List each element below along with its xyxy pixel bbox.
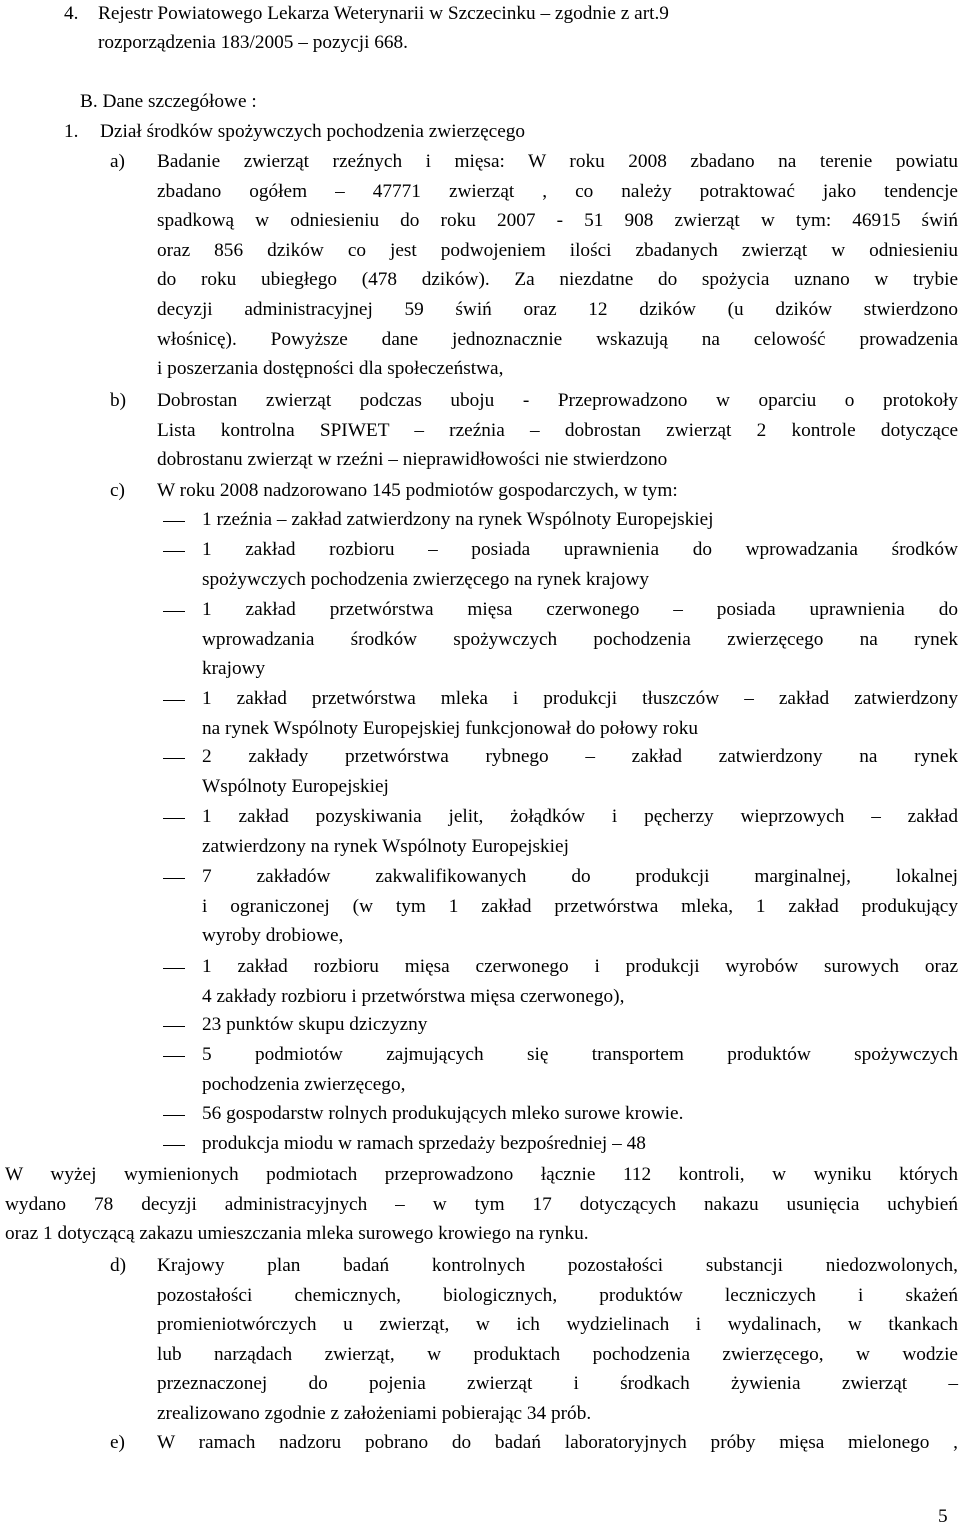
item-a-line: i poszerzania dostępności dla społeczeństwa, — [157, 358, 504, 380]
bullet-dash-icon — [163, 1145, 185, 1146]
bullet-item-line: 5 podmiotów zajmujących się transportem produktów spożywczych — [202, 1044, 958, 1065]
item-d-line: przeznaczonej do pojenia zwierząt i środkach żywienia zwierząt – — [157, 1373, 958, 1395]
item-a-line: oraz 856 dzików co jest podwojeniem ilości zbadanych zwierząt w odniesieniu — [157, 239, 958, 261]
item-1-title: Dział środków spożywczych pochodzenia zwierzęcego — [100, 121, 526, 142]
bullet-dash-icon — [163, 1115, 185, 1116]
section-b-heading: B. Dane szczegółowe : — [80, 91, 257, 112]
section-title-line: Rejestr Powiatowego Lekarza Weterynarii w Szczecinku – zgodnie z art.9 — [98, 3, 669, 24]
item-d-line: pozostałości chemicznych, biologicznych, produktów leczniczych i skażeń — [157, 1284, 958, 1306]
item-a-line: spadkową w odniesieniu do roku 2007 - 51 908 zwierząt w tym: 46915 świń — [157, 210, 958, 232]
bullet-dash-icon — [163, 611, 185, 612]
item-e-label: e) — [110, 1432, 125, 1453]
item-d-label: d) — [110, 1255, 127, 1276]
bullet-item-line: zatwierdzony na rynek Wspólnoty Europejskiej — [202, 835, 569, 857]
bullet-item-line: 1 zakład rozbioru – posiada uprawnienia do wprowadzania środków — [202, 539, 958, 560]
bullet-dash-icon — [163, 700, 185, 701]
bullet-item-line: 1 zakład przetwórstwa mięsa czerwonego – posiada uprawnienia do — [202, 599, 958, 620]
bullet-item-line: wyroby drobiowe, — [202, 925, 344, 947]
page-number: 5 — [938, 1506, 948, 1527]
bullet-item-line: wprowadzania środków spożywczych pochodzenia zwierzęcego na rynek — [202, 628, 958, 650]
bullet-item-line: 7 zakładów zakwalifikowanych do produkcji marginalnej, lokalnej — [202, 866, 958, 887]
bullet-item-line: 1 zakład pozyskiwania jelit, żołądków i pęcherzy wieprzowych – zakład — [202, 806, 958, 827]
summary-line: W wyżej wymienionych podmiotach przeprowadzono łącznie 112 kontroli, w wyniku których — [5, 1164, 958, 1185]
bullet-item-line: 56 gospodarstw rolnych produkujących mleko surowe krowie. — [202, 1103, 684, 1124]
bullet-dash-icon — [163, 521, 185, 522]
summary-line: oraz 1 dotyczącą zakazu umieszczania mleka surowego krowiego na rynku. — [5, 1223, 589, 1245]
item-a-line: zbadano ogółem – 47771 zwierząt , co należy potraktować jako tendencje — [157, 180, 958, 202]
bullet-dash-icon — [163, 968, 185, 969]
item-d-line: Krajowy plan badań kontrolnych pozostałości substancji niedozwolonych, — [157, 1255, 958, 1276]
bullet-item-line: 4 zakłady rozbioru i przetwórstwa mięsa czerwonego), — [202, 985, 625, 1007]
bullet-item-line: 1 rzeźnia – zakład zatwierdzony na rynek Wspólnoty Europejskiej — [202, 509, 714, 530]
bullet-dash-icon — [163, 1026, 185, 1027]
item-a-label: a) — [110, 151, 125, 172]
item-b-label: b) — [110, 390, 127, 411]
item-c-label: c) — [110, 480, 125, 501]
bullet-dash-icon — [163, 818, 185, 819]
bullet-item-line: krajowy — [202, 658, 266, 680]
item-a-line: do roku ubiegłego (478 dzików). Za niezdatne do spożycia uznano w trybie — [157, 269, 958, 291]
item-b-line: dobrostanu zwierząt w rzeźni – nieprawidłowości nie stwierdzono — [157, 449, 668, 471]
summary-line: wydano 78 decyzji administracyjnych – w tym 17 dotyczących nakazu usunięcia uchybień — [5, 1193, 958, 1215]
item-e-line: W ramach nadzoru pobrano do badań laboratoryjnych próby mięsa mielonego , — [157, 1432, 958, 1453]
bullet-dash-icon — [163, 878, 185, 879]
bullet-dash-icon — [163, 758, 185, 759]
bullet-item-line: 23 punktów skupu dziczyzny — [202, 1014, 428, 1035]
item-c-intro: W roku 2008 nadzorowano 145 podmiotów gospodarczych, w tym: — [157, 480, 678, 501]
section-title-line: rozporządzenia 183/2005 – pozycji 668. — [98, 32, 409, 53]
item-d-line: promieniotwórczych u zwierząt, w ich wydzielinach i wydalinach, w tkankach — [157, 1314, 958, 1336]
bullet-item-line: 1 zakład rozbioru mięsa czerwonego i produkcji wyrobów surowych oraz — [202, 956, 958, 977]
item-b-line: Dobrostan zwierząt podczas uboju - Przeprowadzono w oparciu o protokoły — [157, 390, 958, 411]
item-b-line: Lista kontrolna SPIWET – rzeźnia – dobrostan zwierząt 2 kontrole dotyczące — [157, 419, 958, 441]
item-d-line: lub narządach zwierząt, w produktach pochodzenia zwierzęcego, w wodzie — [157, 1343, 958, 1365]
bullet-item-line: na rynek Wspólnoty Europejskiej funkcjonował do połowy roku — [202, 717, 699, 739]
bullet-dash-icon — [163, 1056, 185, 1057]
bullet-item-line: Wspólnoty Europejskiej — [202, 775, 389, 797]
section-number: 4. — [64, 3, 79, 24]
item-a-line: włośnicę). Powyższe dane jednoznacznie wskazują na celowość prowadzenia — [157, 328, 958, 350]
item-d-line: zrealizowano zgodnie z założeniami pobierając 34 prób. — [157, 1403, 592, 1424]
bullet-item-line: 1 zakład przetwórstwa mleka i produkcji tłuszczów – zakład zatwierdzony — [202, 688, 958, 709]
bullet-item-line: i ograniczonej (w tym 1 zakład przetwórstwa mleka, 1 zakład produkujący — [202, 895, 958, 917]
bullet-item-line: produkcja miodu w ramach sprzedaży bezpośredniej – 48 — [202, 1133, 646, 1154]
bullet-dash-icon — [163, 551, 185, 552]
item-1-number: 1. — [64, 121, 79, 142]
item-a-line: Badanie zwierząt rzeźnych i mięsa: W roku 2008 zbadano na terenie powiatu — [157, 151, 958, 172]
bullet-item-line: spożywczych pochodzenia zwierzęcego na rynek krajowy — [202, 568, 650, 590]
bullet-item-line: pochodzenia zwierzęcego, — [202, 1073, 406, 1095]
item-a-line: decyzji administracyjnej 59 świń oraz 12 dzików (u dzików stwierdzono — [157, 299, 958, 320]
bullet-item-line: 2 zakłady przetwórstwa rybnego – zakład zatwierdzony na rynek — [202, 746, 958, 767]
